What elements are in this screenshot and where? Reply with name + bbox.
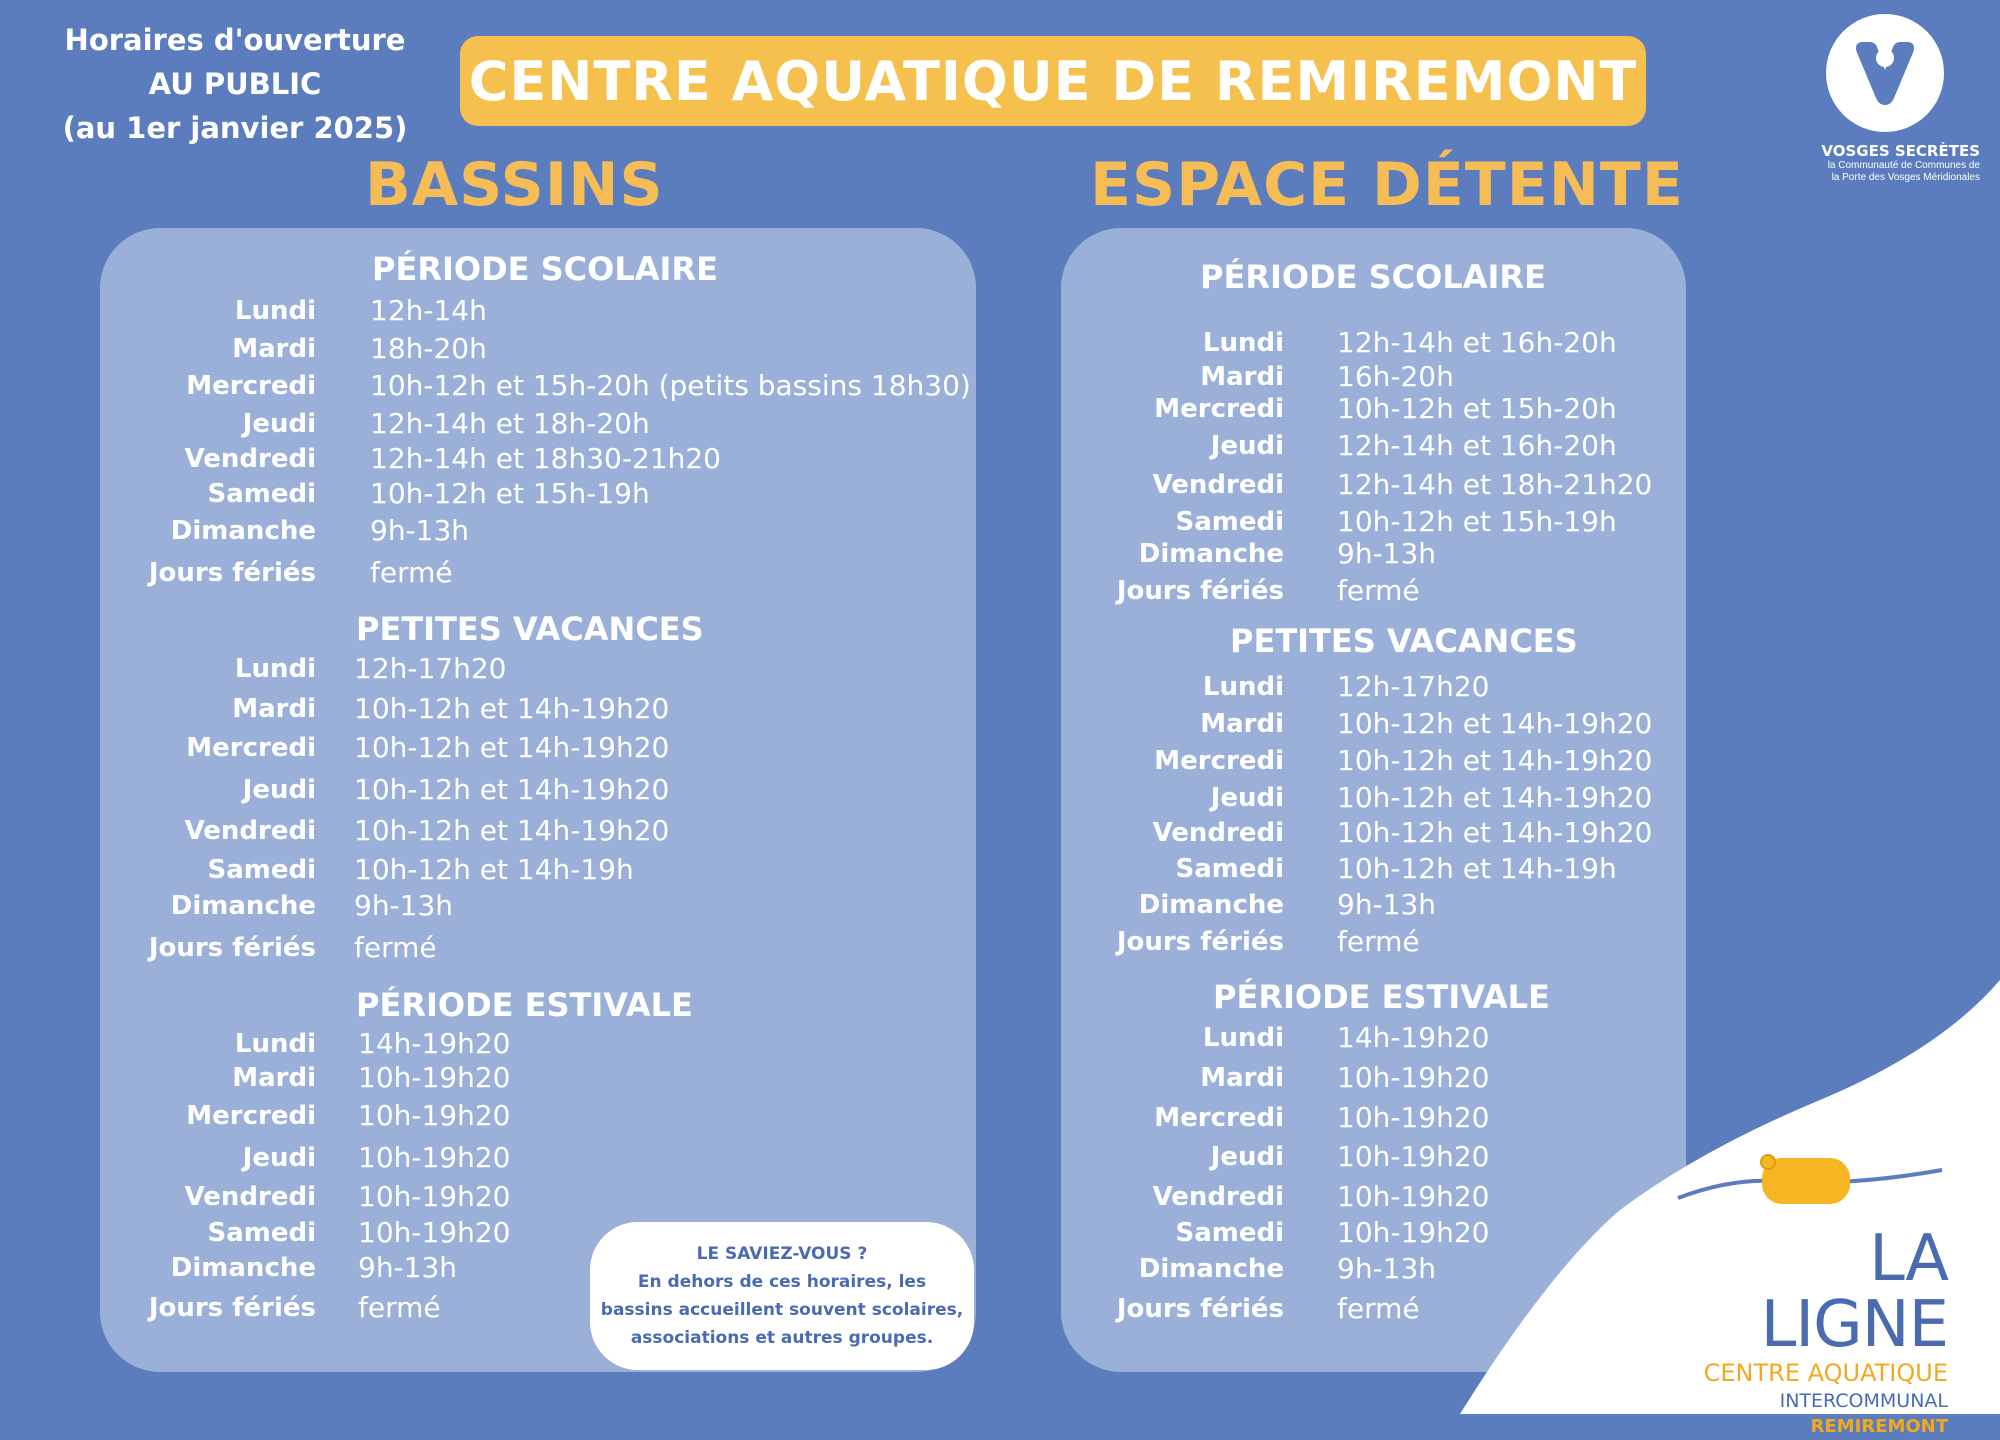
day-label: Jeudi bbox=[242, 1143, 316, 1173]
logo-brand-name: VOSGES SECRÈTES bbox=[1821, 142, 1980, 160]
day-label: Vendredi bbox=[184, 1182, 316, 1212]
heading-line-1: Horaires d'ouverture bbox=[64, 23, 406, 57]
hours-value: 10h-19h20 bbox=[358, 1180, 511, 1213]
hours-value: 12h-14h et 18h-21h20 bbox=[1337, 468, 1653, 501]
note-line-2: bassins accueillent souvent scolaires, bbox=[600, 1300, 964, 1320]
day-label: Lundi bbox=[1202, 1023, 1284, 1053]
hours-value: fermé bbox=[354, 931, 437, 964]
heading-line-3: (au 1er janvier 2025) bbox=[62, 111, 408, 145]
hours-value: 12h-14h et 18h30-21h20 bbox=[370, 442, 721, 475]
day-label: Mardi bbox=[1200, 1063, 1284, 1093]
hours-value: 10h-19h20 bbox=[1337, 1216, 1490, 1249]
hours-value: 10h-12h et 14h-19h bbox=[354, 853, 634, 886]
bassins-title: BASSINS bbox=[365, 150, 664, 220]
hours-value: 10h-12h et 14h-19h20 bbox=[354, 731, 670, 764]
day-label: Jours fériés bbox=[1116, 576, 1284, 606]
hours-value: 10h-19h20 bbox=[1337, 1140, 1490, 1173]
hours-value: 12h-14h et 16h-20h bbox=[1337, 326, 1617, 359]
hours-value: 12h-17h20 bbox=[1337, 670, 1490, 703]
opening-hours-heading bbox=[40, 18, 430, 150]
day-label: Vendredi bbox=[1152, 1182, 1284, 1212]
hours-value: 10h-19h20 bbox=[358, 1099, 511, 1132]
la-ligne-subtitle-3: REMIREMONT bbox=[1810, 1416, 1948, 1437]
day-label: Jeudi bbox=[1210, 1142, 1284, 1172]
day-label: Samedi bbox=[1175, 507, 1284, 537]
hours-value: 10h-12h et 14h-19h20 bbox=[1337, 816, 1653, 849]
detente-estivale-title: PÉRIODE ESTIVALE bbox=[1213, 978, 1550, 1016]
hours-value: 10h-12h et 15h-20h bbox=[1337, 392, 1617, 425]
day-label: Jeudi bbox=[1210, 431, 1284, 461]
hours-value: 9h-13h bbox=[1337, 537, 1437, 570]
hours-value: 10h-12h et 14h-19h20 bbox=[1337, 781, 1653, 814]
hours-value: 12h-14h et 16h-20h bbox=[1337, 429, 1617, 462]
hours-value: 10h-19h20 bbox=[358, 1141, 511, 1174]
hours-value: fermé bbox=[1337, 574, 1420, 607]
note-line-3: associations et autres groupes. bbox=[630, 1328, 934, 1348]
day-label: Samedi bbox=[1175, 1218, 1284, 1248]
day-label: Samedi bbox=[1175, 854, 1284, 884]
day-label: Mardi bbox=[232, 334, 316, 364]
day-label: Dimanche bbox=[170, 891, 316, 921]
hours-value: 12h-17h20 bbox=[354, 652, 507, 685]
page-title: CENTRE AQUATIQUE DE REMIREMONT bbox=[468, 49, 1638, 113]
hours-value: 10h-12h et 15h-19h bbox=[1337, 505, 1617, 538]
hours-value: 12h-14h et 18h-20h bbox=[370, 407, 650, 440]
hours-value: 9h-13h bbox=[1337, 888, 1437, 921]
day-label: Jours fériés bbox=[1116, 927, 1284, 957]
hours-value: 10h-19h20 bbox=[1337, 1101, 1490, 1134]
hours-value: 9h-13h bbox=[354, 889, 454, 922]
bassins-scolaire-title: PÉRIODE SCOLAIRE bbox=[372, 250, 718, 288]
detente-scolaire-title: PÉRIODE SCOLAIRE bbox=[1200, 258, 1546, 296]
hours-value: 14h-19h20 bbox=[1337, 1021, 1490, 1054]
day-label: Mercredi bbox=[186, 733, 316, 763]
note-title: LE SAVIEZ-VOUS ? bbox=[696, 1244, 868, 1264]
day-label: Jours fériés bbox=[148, 933, 316, 963]
hours-value: fermé bbox=[1337, 925, 1420, 958]
hours-value: 12h-14h bbox=[370, 294, 487, 327]
hours-value: 14h-19h20 bbox=[358, 1027, 511, 1060]
hours-value: fermé bbox=[1337, 1292, 1420, 1325]
day-label: Lundi bbox=[234, 654, 316, 684]
day-label: Mercredi bbox=[1154, 394, 1284, 424]
hours-value: 10h-12h et 14h-19h20 bbox=[1337, 744, 1653, 777]
la-ligne-subtitle-1: CENTRE AQUATIQUE bbox=[1703, 1359, 1948, 1387]
heading-line-2: AU PUBLIC bbox=[148, 67, 322, 101]
day-label: Jeudi bbox=[242, 409, 316, 439]
day-label: Jours fériés bbox=[1116, 1294, 1284, 1324]
detente-vacances-title: PETITES VACANCES bbox=[1230, 622, 1578, 660]
hours-value: 10h-19h20 bbox=[1337, 1180, 1490, 1213]
la-ligne-logo bbox=[1678, 1222, 1948, 1440]
day-label: Samedi bbox=[207, 479, 316, 509]
day-label: Mardi bbox=[1200, 362, 1284, 392]
la-ligne-subtitle-2: INTERCOMMUNAL bbox=[1779, 1390, 1948, 1412]
bassins-estivale-title: PÉRIODE ESTIVALE bbox=[356, 986, 693, 1024]
hours-value: 9h-13h bbox=[358, 1251, 458, 1284]
day-label: Vendredi bbox=[184, 816, 316, 846]
day-label: Dimanche bbox=[170, 1253, 316, 1283]
day-label: Lundi bbox=[1202, 672, 1284, 702]
hours-value: fermé bbox=[358, 1291, 441, 1324]
hours-value: 10h-12h et 14h-19h20 bbox=[1337, 707, 1653, 740]
day-label: Jeudi bbox=[1210, 783, 1284, 813]
day-label: Mercredi bbox=[1154, 746, 1284, 776]
day-label: Lundi bbox=[234, 296, 316, 326]
hours-value: 16h-20h bbox=[1337, 360, 1454, 393]
day-label: Samedi bbox=[207, 1218, 316, 1248]
la-ligne-title: LA LIGNE bbox=[1760, 1222, 1948, 1362]
day-label: Vendredi bbox=[184, 444, 316, 474]
hours-value: 18h-20h bbox=[370, 332, 487, 365]
hours-value: 10h-19h20 bbox=[1337, 1061, 1490, 1094]
vosges-secretes-logo bbox=[1790, 14, 1980, 184]
info-note bbox=[590, 1222, 974, 1370]
bassins-vacances-title: PETITES VACANCES bbox=[356, 610, 704, 648]
logo-subtitle-2: la Porte des Vosges Méridionales bbox=[1831, 172, 1980, 183]
day-label: Samedi bbox=[207, 855, 316, 885]
day-label: Mardi bbox=[1200, 709, 1284, 739]
day-label: Lundi bbox=[1202, 328, 1284, 358]
hours-value: 10h-19h20 bbox=[358, 1216, 511, 1249]
day-label: Dimanche bbox=[170, 516, 316, 546]
hours-value: fermé bbox=[370, 556, 453, 589]
detente-title: ESPACE DÉTENTE bbox=[1090, 150, 1684, 220]
hours-value: 10h-19h20 bbox=[358, 1061, 511, 1094]
day-label: Jours fériés bbox=[148, 558, 316, 588]
v-logo-icon bbox=[1826, 14, 1944, 132]
day-label: Jours fériés bbox=[148, 1293, 316, 1323]
day-label: Lundi bbox=[234, 1029, 316, 1059]
day-label: Vendredi bbox=[1152, 818, 1284, 848]
hours-value: 10h-12h et 15h-20h (petits bassins 18h30) bbox=[370, 369, 971, 402]
day-label: Mardi bbox=[232, 694, 316, 724]
hours-value: 9h-13h bbox=[1337, 1252, 1437, 1285]
hours-value: 9h-13h bbox=[370, 514, 470, 547]
day-label: Mardi bbox=[232, 1063, 316, 1093]
logo-subtitle-1: la Communauté de Communes de bbox=[1827, 160, 1980, 171]
day-label: Vendredi bbox=[1152, 470, 1284, 500]
note-line-1: En dehors de ces horaires, les bbox=[637, 1272, 927, 1292]
hours-value: 10h-12h et 14h-19h bbox=[1337, 852, 1617, 885]
day-label: Dimanche bbox=[1138, 890, 1284, 920]
hours-value: 10h-12h et 14h-19h20 bbox=[354, 692, 670, 725]
day-label: Mercredi bbox=[186, 371, 316, 401]
hours-value: 10h-12h et 14h-19h20 bbox=[354, 814, 670, 847]
hours-value: 10h-12h et 15h-19h bbox=[370, 477, 650, 510]
day-label: Dimanche bbox=[1138, 1254, 1284, 1284]
hours-value: 10h-12h et 14h-19h20 bbox=[354, 773, 670, 806]
day-label: Jeudi bbox=[242, 775, 316, 805]
page-title-banner bbox=[460, 36, 1646, 126]
day-label: Mercredi bbox=[1154, 1103, 1284, 1133]
day-label: Dimanche bbox=[1138, 539, 1284, 569]
day-label: Mercredi bbox=[186, 1101, 316, 1131]
buoy-line-icon bbox=[1676, 1146, 1944, 1226]
